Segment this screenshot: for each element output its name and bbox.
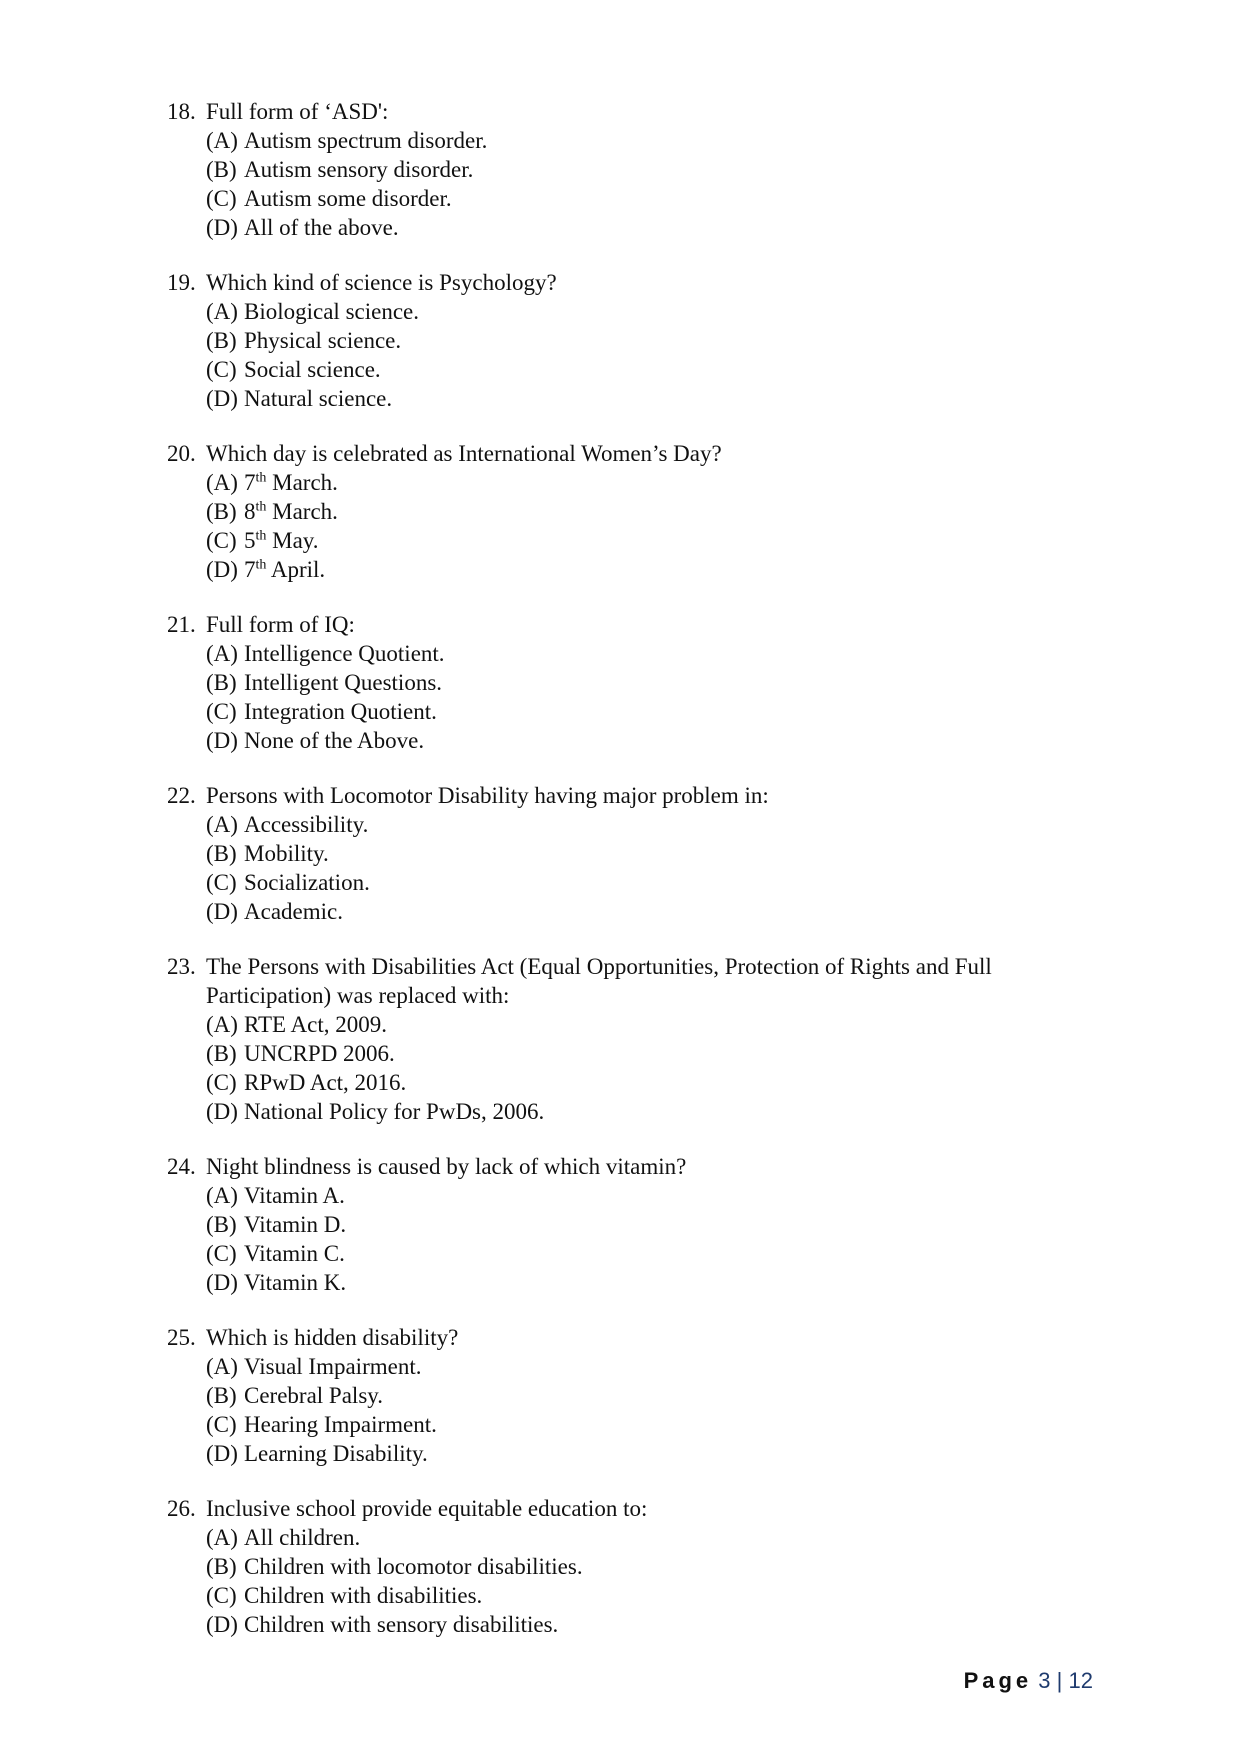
option-text <box>244 897 1087 926</box>
option-text-main: Academic. <box>244 899 343 924</box>
option-label: (C) <box>206 1070 237 1095</box>
option-label: (C) <box>206 186 237 211</box>
answer-option <box>206 126 1087 155</box>
option-text <box>244 1610 1087 1639</box>
ordinal-suffix: th <box>255 557 267 573</box>
answer-option <box>206 468 1087 497</box>
answer-option <box>206 1552 1087 1581</box>
option-label: (D) <box>206 386 238 411</box>
option-text-main: Learning Disability. <box>244 1441 428 1466</box>
option-text-rest: March. <box>266 470 338 495</box>
option-label: (A) <box>206 812 238 837</box>
option-label: (A) <box>206 1012 238 1037</box>
question-number: 18. <box>167 99 196 124</box>
option-label: (C) <box>206 1412 237 1437</box>
option-label: (D) <box>206 899 238 924</box>
option-label: (B) <box>206 328 237 353</box>
answer-option <box>206 1581 1087 1610</box>
question-number: 25. <box>167 1325 196 1350</box>
option-text <box>244 155 1087 184</box>
question-list <box>167 97 1087 1665</box>
option-text <box>244 1439 1087 1468</box>
answer-option <box>206 1239 1087 1268</box>
option-label: (C) <box>206 1583 237 1608</box>
answer-option <box>206 213 1087 242</box>
option-text-main: Integration Quotient. <box>244 699 437 724</box>
option-label: (A) <box>206 1183 238 1208</box>
option-text <box>244 126 1087 155</box>
option-text-main: Hearing Impairment. <box>244 1412 437 1437</box>
page-separator: | <box>1056 1668 1063 1693</box>
question-block <box>167 1494 1087 1639</box>
page-total: 12 <box>1068 1668 1093 1693</box>
question-line <box>167 97 1087 126</box>
option-text-main: 5 <box>244 528 256 553</box>
answer-option <box>206 668 1087 697</box>
question-text: Full form of IQ: <box>206 612 355 637</box>
option-label: (D) <box>206 215 238 240</box>
answer-option <box>206 1010 1087 1039</box>
answer-option <box>206 1210 1087 1239</box>
option-text-main: Autism some disorder. <box>244 186 452 211</box>
option-text-main: Vitamin C. <box>244 1241 345 1266</box>
question-text: Full form of ‘ASD': <box>206 99 389 124</box>
option-text <box>244 355 1087 384</box>
option-label: (B) <box>206 499 237 524</box>
answer-option <box>206 384 1087 413</box>
option-text <box>244 1410 1087 1439</box>
answer-option <box>206 839 1087 868</box>
option-text-main: All of the above. <box>244 215 399 240</box>
option-text-main: RPwD Act, 2016. <box>244 1070 407 1095</box>
answer-option <box>206 868 1087 897</box>
question-text: Which kind of science is Psychology? <box>206 270 557 295</box>
option-text-main: UNCRPD 2006. <box>244 1041 395 1066</box>
question-block <box>167 1323 1087 1468</box>
option-text-main: Accessibility. <box>244 812 369 837</box>
question-line <box>167 1152 1087 1181</box>
page-word: Page <box>963 1668 1033 1693</box>
option-text-main: Socialization. <box>244 870 370 895</box>
option-text <box>244 1268 1087 1297</box>
option-label: (C) <box>206 528 237 553</box>
option-text-main: Children with sensory disabilities. <box>244 1612 559 1637</box>
ordinal-suffix: th <box>255 470 267 486</box>
question-line <box>167 781 1087 810</box>
option-label: (A) <box>206 1525 238 1550</box>
option-text-main: Social science. <box>244 357 381 382</box>
option-text-main: Intelligent Questions. <box>244 670 443 695</box>
answer-option <box>206 639 1087 668</box>
answer-option <box>206 184 1087 213</box>
option-label: (A) <box>206 1354 238 1379</box>
page-current: 3 <box>1038 1668 1051 1693</box>
option-label: (D) <box>206 1441 238 1466</box>
option-text-main: Intelligence Quotient. <box>244 641 445 666</box>
answer-option <box>206 726 1087 755</box>
option-label: (D) <box>206 1612 238 1637</box>
option-text-main: RTE Act, 2009. <box>244 1012 387 1037</box>
option-label: (B) <box>206 157 237 182</box>
answer-option <box>206 1268 1087 1297</box>
question-text: Persons with Locomotor Disability having major problem in: <box>206 783 769 808</box>
option-text <box>244 1039 1087 1068</box>
option-text-main: Children with locomotor disabilities. <box>244 1554 583 1579</box>
answer-option <box>206 697 1087 726</box>
option-label: (B) <box>206 1383 237 1408</box>
answer-option <box>206 1352 1087 1381</box>
question-block <box>167 1152 1087 1297</box>
question-number: 22. <box>167 783 196 808</box>
option-text <box>244 497 1087 526</box>
option-text-main: Cerebral Palsy. <box>244 1383 384 1408</box>
option-text <box>244 526 1087 555</box>
option-text-rest: April. <box>266 557 326 582</box>
option-label: (A) <box>206 299 238 324</box>
question-number: 24. <box>167 1154 196 1179</box>
option-text <box>244 468 1087 497</box>
option-text <box>244 297 1087 326</box>
option-text <box>244 1552 1087 1581</box>
option-label: (C) <box>206 870 237 895</box>
answer-option <box>206 155 1087 184</box>
question-number: 21. <box>167 612 196 637</box>
question-line <box>167 268 1087 297</box>
option-text <box>244 868 1087 897</box>
option-text <box>244 668 1087 697</box>
option-label: (D) <box>206 1270 238 1295</box>
option-text-main: 7 <box>244 470 256 495</box>
question-text: Inclusive school provide equitable education to: <box>206 1496 648 1521</box>
option-text <box>244 1097 1087 1126</box>
option-text-main: 8 <box>244 499 256 524</box>
option-text <box>244 1068 1087 1097</box>
option-text <box>244 697 1087 726</box>
option-label: (A) <box>206 641 238 666</box>
option-text <box>244 384 1087 413</box>
answer-option <box>206 555 1087 584</box>
question-number: 23. <box>167 954 196 979</box>
answer-option <box>206 1523 1087 1552</box>
question-line <box>167 1323 1087 1352</box>
option-text-main: Mobility. <box>244 841 329 866</box>
option-text-main: Autism sensory disorder. <box>244 157 474 182</box>
option-text-main: Children with disabilities. <box>244 1583 483 1608</box>
answer-option <box>206 1610 1087 1639</box>
question-line <box>167 1494 1087 1523</box>
option-label: (B) <box>206 670 237 695</box>
answer-option <box>206 897 1087 926</box>
question-text: Night blindness is caused by lack of which vitamin? <box>206 1154 687 1179</box>
option-text <box>244 726 1087 755</box>
option-text-main: None of the Above. <box>244 728 425 753</box>
option-label: (B) <box>206 841 237 866</box>
answer-option <box>206 355 1087 384</box>
option-label: (B) <box>206 1041 237 1066</box>
option-text-rest: May. <box>266 528 319 553</box>
option-text-main: National Policy for PwDs, 2006. <box>244 1099 545 1124</box>
page-footer <box>964 1668 1093 1694</box>
option-text-main: Vitamin K. <box>244 1270 347 1295</box>
question-text: Which day is celebrated as International Women’s Day? <box>206 441 722 466</box>
option-text <box>244 1181 1087 1210</box>
answer-option <box>206 1439 1087 1468</box>
answer-option <box>206 326 1087 355</box>
option-text <box>244 1010 1087 1039</box>
answer-option <box>206 1097 1087 1126</box>
option-text <box>244 1581 1087 1610</box>
option-text <box>244 1523 1087 1552</box>
answer-option <box>206 1410 1087 1439</box>
question-block <box>167 952 1087 1126</box>
answer-option <box>206 1068 1087 1097</box>
question-line <box>167 439 1087 468</box>
option-text-main: Biological science. <box>244 299 419 324</box>
question-line <box>167 952 1087 1010</box>
question-block <box>167 268 1087 413</box>
option-label: (C) <box>206 1241 237 1266</box>
option-text <box>244 1239 1087 1268</box>
question-block <box>167 97 1087 242</box>
option-label: (B) <box>206 1212 237 1237</box>
question-number: 26. <box>167 1496 196 1521</box>
option-label: (D) <box>206 557 238 582</box>
option-text-main: Autism spectrum disorder. <box>244 128 488 153</box>
question-block <box>167 610 1087 755</box>
answer-option <box>206 1039 1087 1068</box>
option-text <box>244 213 1087 242</box>
option-label: (D) <box>206 1099 238 1124</box>
option-text-main: All children. <box>244 1525 361 1550</box>
answer-option <box>206 497 1087 526</box>
question-block <box>167 439 1087 584</box>
option-text <box>244 1381 1087 1410</box>
question-number: 20. <box>167 441 196 466</box>
option-label: (A) <box>206 470 238 495</box>
option-text <box>244 555 1087 584</box>
option-text <box>244 839 1087 868</box>
option-text-main: 7 <box>244 557 256 582</box>
answer-option <box>206 1381 1087 1410</box>
question-text: Which is hidden disability? <box>206 1325 459 1350</box>
option-text <box>244 639 1087 668</box>
option-text-main: Vitamin A. <box>244 1183 345 1208</box>
ordinal-suffix: th <box>255 499 267 515</box>
answer-option <box>206 297 1087 326</box>
option-text <box>244 184 1087 213</box>
option-text <box>244 810 1087 839</box>
option-text-rest: March. <box>266 499 338 524</box>
option-label: (C) <box>206 357 237 382</box>
question-text: The Persons with Disabilities Act (Equal Opportunities, Protection of Rights and Full Participation) was replaced with: <box>206 954 992 1008</box>
option-label: (D) <box>206 728 238 753</box>
ordinal-suffix: th <box>255 528 267 544</box>
option-text-main: Vitamin D. <box>244 1212 347 1237</box>
option-text-main: Natural science. <box>244 386 393 411</box>
option-text-main: Physical science. <box>244 328 402 353</box>
option-label: (A) <box>206 128 238 153</box>
answer-option <box>206 526 1087 555</box>
question-line <box>167 610 1087 639</box>
answer-option <box>206 810 1087 839</box>
answer-option <box>206 1181 1087 1210</box>
option-label: (B) <box>206 1554 237 1579</box>
option-text <box>244 1352 1087 1381</box>
option-text <box>244 1210 1087 1239</box>
option-label: (C) <box>206 699 237 724</box>
question-block <box>167 781 1087 926</box>
option-text <box>244 326 1087 355</box>
option-text-main: Visual Impairment. <box>244 1354 422 1379</box>
question-number: 19. <box>167 270 196 295</box>
